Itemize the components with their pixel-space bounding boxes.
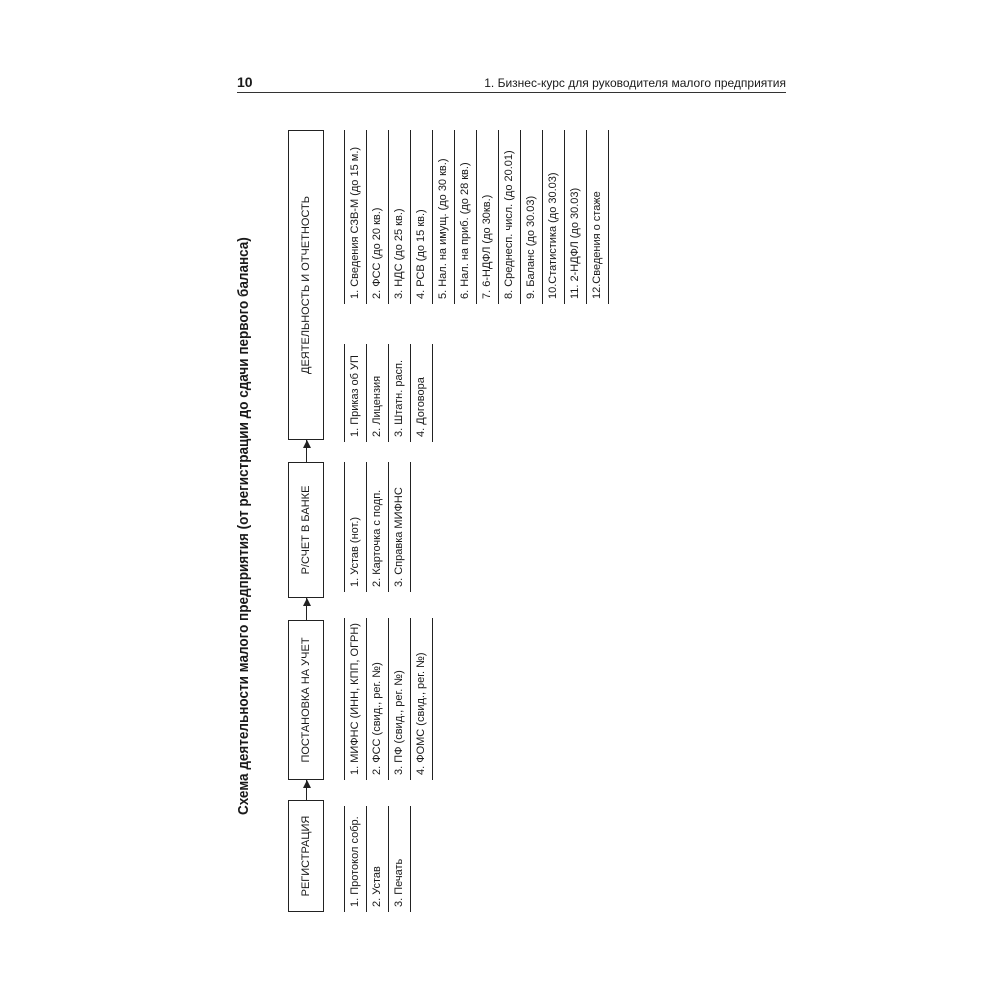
activity-documents-list <box>344 344 433 442</box>
activity-flow-diagram <box>230 110 630 930</box>
flow-arrow <box>306 598 307 620</box>
reporting-deadlines-list <box>344 130 609 304</box>
list-item: 6. Нал. на приб. (до 28 кв.) <box>455 130 477 304</box>
stage-label: РЕГИСТРАЦИЯ <box>300 815 312 897</box>
list-item: 2. ФСС (до 20 кв.) <box>367 130 389 304</box>
page-number: 10 <box>237 74 253 90</box>
list-item: 1. Протокол собр. <box>345 806 367 912</box>
list-item: 3. ПФ (свид., рег. №) <box>389 618 411 780</box>
stage-box-bank-account <box>288 462 324 598</box>
stage-box-registration <box>288 800 324 912</box>
list-item: 2. Лицензия <box>367 344 389 442</box>
list-item: 3. Штатн. расп. <box>389 344 411 442</box>
flow-arrow <box>306 440 307 462</box>
list-item: 4. Договора <box>411 344 433 442</box>
list-item: 1. Устав (нот.) <box>345 462 367 592</box>
tax-registration-item-list <box>344 618 433 780</box>
list-item: 2. Устав <box>367 806 389 912</box>
registration-item-list <box>344 806 411 912</box>
stage-box-tax-registration <box>288 620 324 780</box>
list-item: 3. Справка МИФНС <box>389 462 411 592</box>
running-title: 1. Бизнес-курс для руководителя малого предприятия <box>484 76 786 90</box>
list-item: 7. 6-НДФЛ (до 30кв.) <box>477 130 499 304</box>
list-item: 10.Статистика (до 30.03) <box>543 130 565 304</box>
list-item: 3. Печать <box>389 806 411 912</box>
list-item: 4. РСВ (до 15 кв.) <box>411 130 433 304</box>
stage-box-activity-reporting <box>288 130 324 440</box>
diagram-title: Схема деятельности малого предприятия (от регистрации до сдачи первого баланса) <box>235 237 252 815</box>
list-item: 4. ФОМС (свид., рег. №) <box>411 618 433 780</box>
list-item: 1. Сведения СЗВ-М (до 15 м.) <box>345 130 367 304</box>
list-item: 1. МИФНС (ИНН, КПП, ОГРН) <box>345 618 367 780</box>
stage-label: ПОСТАНОВКА НА УЧЕТ <box>300 637 312 763</box>
bank-account-item-list <box>344 462 411 592</box>
list-item: 2. ФСС (свид., рег. №) <box>367 618 389 780</box>
stage-label: Р/СЧЕТ В БАНКЕ <box>300 485 312 575</box>
list-item: 12.Сведения о стаже <box>587 130 609 304</box>
list-item: 11. 2-НДФЛ (до 30.03) <box>565 130 587 304</box>
header-rule <box>237 92 786 93</box>
list-item: 5. Нал. на имущ. (до 30 кв.) <box>433 130 455 304</box>
list-item: 3. НДС (до 25 кв.) <box>389 130 411 304</box>
list-item: 9. Баланс (до 30.03) <box>521 130 543 304</box>
list-item: 1. Приказ об УП <box>345 344 367 442</box>
list-item: 2. Карточка с подп. <box>367 462 389 592</box>
flow-arrow <box>306 780 307 800</box>
stage-label: ДЕЯТЕЛЬНОСТЬ И ОТЧЕТНОСТЬ <box>300 196 312 374</box>
list-item: 8. Среднесп. числ. (до 20.01) <box>499 130 521 304</box>
